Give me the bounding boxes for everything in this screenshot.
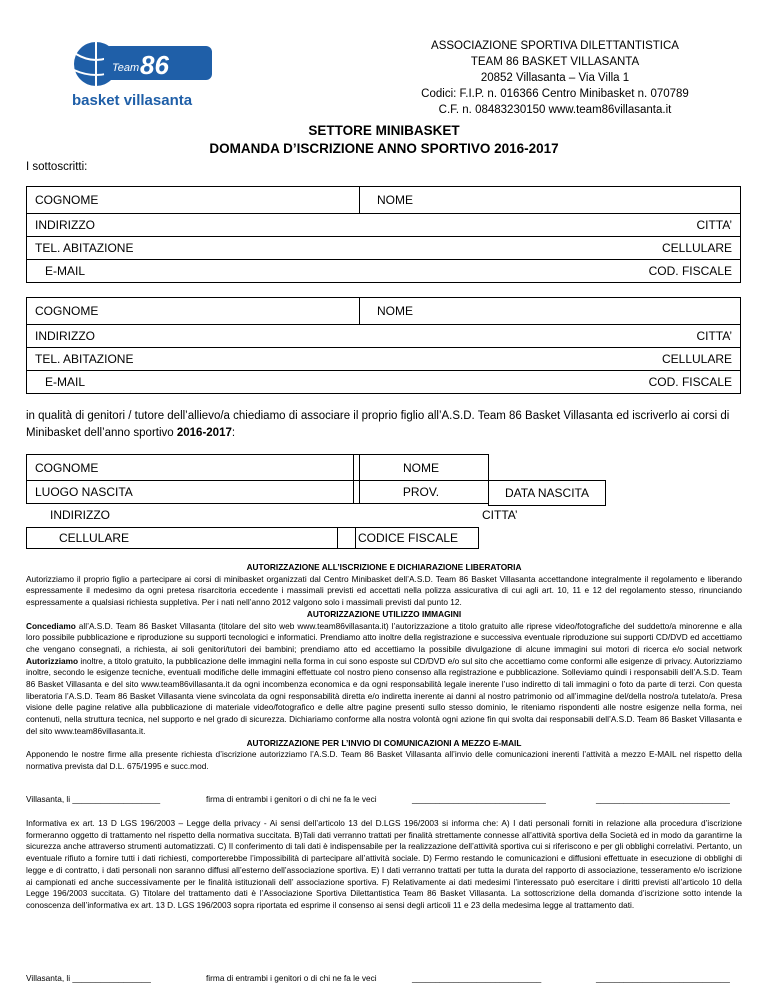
signature-line-parent-2[interactable]: _____________________________ (596, 794, 730, 804)
org-line-3: 20852 Villasanta – Via Villa 1 (480, 72, 630, 84)
intro-label: I sottoscritti: (26, 161, 88, 173)
auth-enrollment-text: Autorizziamo il proprio figlio a partecipare ai corsi di minibasket organizzati dal Centro Minibasket dell’A.S.D. Team 86 Basket Villasanta accettandone integralmente il regolamento e liberando espressamente il medesimo da ogni pretesa risarcitoria eccedente i massimali previsti ed accettati nella polizza assicurativa di cui agli art. 10, 11 e 12 del regolamento stesso, rinunciando espressamente a qualsiasi richiesta suppletiva. Per i nati nell’anno 2012 valgono solo i massimali previsti dal punto 12. (26, 573, 742, 608)
child-name-field[interactable]: NOME (353, 454, 489, 481)
email-taxcode-row[interactable]: E-MAIL COD. FISCALE (26, 370, 741, 394)
enrollment-statement: in qualità di genitori / tutore dell’allievo/a chiediamo di associare il proprio figlio all’A.S.D. Team 86 Basket Villasanta ed iscriverlo ai corsi di Minibasket dell’anno sportivo 2016-2017: (26, 410, 730, 439)
birthplace-field[interactable]: LUOGO NASCITA (26, 480, 360, 504)
page-subtitle: DOMANDA D’ISCRIZIONE ANNO SPORTIVO 2016-2017 (209, 141, 559, 156)
address-city-row[interactable]: INDIRIZZO CITTA’ (26, 213, 741, 237)
club-logo (66, 40, 216, 112)
phone-mobile-row[interactable]: TEL. ABITAZIONE CELLULARE (26, 347, 741, 371)
child-surname-field[interactable]: COGNOME (26, 454, 360, 481)
org-line-1: ASSOCIAZIONE SPORTIVA DILETTANTISTICA (431, 40, 679, 52)
signature-label: firma di entrambi i genitori o di chi ne fa le veci (206, 794, 377, 804)
org-line-4: Codici: F.I.P. n. 016366 Centro Minibasket n. 070789 (421, 88, 689, 100)
name-field[interactable]: NOME (359, 297, 741, 325)
logo-team: Team (112, 62, 140, 74)
signature-label-2: firma di entrambi i genitori o di chi ne fa le veci (206, 973, 377, 983)
phone-mobile-row[interactable]: TEL. ABITAZIONE CELLULARE (26, 236, 741, 260)
surname-field[interactable]: COGNOME (26, 186, 360, 214)
birthdate-field[interactable]: DATA NASCITA (488, 480, 606, 506)
org-line-2: TEAM 86 BASKET VILLASANTA (470, 56, 640, 68)
auth-email-heading: AUTORIZZAZIONE PER L’INVIO DI COMUNICAZIONI A MEZZO E-MAIL (246, 737, 522, 748)
signature-place-date[interactable]: Villasanta, li ___________________ (26, 794, 161, 804)
auth-images-text: Concediamo all’A.S.D. Team 86 Basket Villasanta (titolare del sito web www.team86villasanta.it) l’autorizzazione a titolo gratuito alle riprese video/fotografiche del suddetto/a minorenne e alla loro possibile pubblicazione e riproduzione su supporti tecnologici e informatici. Prendiamo atto inoltre della registrazione e successiva eventuale riproduzione sui supporti CD/DVD ed accettiamo che vengano consegnati, a richiesta, ai soli genitori/tutori dei bambini; prendiamo atto ed accettiamo la possibile divulgazione di alcune immagini sui motori di ricerca e/o social network Autorizziamo inoltre, a titolo gratuito, la pubblicazione delle immagini nella forma in cui sono esposte sul CD/DVD e/o sul sito che accettiamo come conformi alle esigenze di privacy. Autorizziamo inoltre, secondo le esigenze tecniche, eventuali modifiche delle immagini effettuate col nostro pieno consenso alla registrazione e pubblicazione. Solleviamo quindi i responsabili dell’A.S.D. Team 86 Basket Villasanta e del sito www.team86villasanta.it da ogni incombenza economica e da ogni responsabilità legale inerente l’uso indiretto di tali immagini o foto da parte di terzi. Con questa liberatoria l’A.S.D. Team 86 Basket Villasanta viene svincolata da ogni responsabilità diretta e/o indiretta inerente ai danni al nostro patrimonio od all’immagine del/della nostro/a tutelato/a. Presa visione delle pagine relative alla pubblicazione di materiale video/fotografico e delle altre pagine presenti sullo stesso dominio, le riteniamo rispondenti alle nostre esigenze nella forma, nei contenuti, nella struttura tecnica, nel supporto e nel grado di sicurezza. Dichiariamo conforme alla nostra volontà ogni azione fin qui svolta dai responsabili dell’A.S.D. Team 86 Basket Villasanta e del sito www.team86villasanta.it. (26, 620, 742, 736)
organization-header (380, 38, 730, 118)
signature-place-date-2[interactable]: Villasanta, li _________________ (26, 973, 151, 983)
signature-line-parent-1[interactable]: _____________________________ (412, 794, 546, 804)
child-taxcode-field[interactable]: CODICE FISCALE (337, 527, 479, 549)
email-taxcode-row[interactable]: E-MAIL COD. FISCALE (26, 259, 741, 283)
auth-enrollment-heading: AUTORIZZAZIONE ALL’ISCRIZIONE E DICHIARAZIONE LIBERATORIA (246, 562, 522, 572)
privacy-notice: Informativa ex art. 13 D LGS 196/2003 – Legge della privacy - Ai sensi dell’articolo 13 del D.LGS 196/2003 si informa che: A) I dati personali forniti in relazione alla procedura d’iscrizione formeranno oggetto di trattamento nel rispetto della normativa succitata. B)Tali dati verranno trattati per finalità strettamente connesse all’attività sportiva della Società ed in modo da garantirne la sicurezza anche attraverso strumenti automatizzati. C) Il conferimento di tali dati è indispensabile per la realizzazione dell’attività sportiva cui si riferiscono e per gli obblighi correlativi. Pertanto, un eventuale rifiuto a fornire tutti i dati richiesti, comporterebbe l’impossibilità di partecipare all’attività sociale. D) Fermo restando le comunicazioni e diffusioni effettuate in esecuzione di obblighi di legge e di contratto, i dati personali non saranno diffusi all’esterno dell’associazione sportiva. E) I dati verranno trattati per tutta la durata del rapporto di associazione, tesseramento e/o iscrizione ai campionati ed anche successivamente per le finalità istituzionali dell’ associazione sportiva. F) Relativamente ai dati medesimi l’interessato può esercitare i diritti previsti all’articolo 10 della Legge 196/2003 succitata. G) Titolare del trattamento dati è l’Associazione Sportiva Dilettantistica Team 86 Basket Villasanta. La sottoscrizione della domanda d’iscrizione sotto intende la conoscenza dell’informativa ex art. 13 D. LGS 196/2003 sopra riportata ed esprime il consenso ai sensi degli articoli 11 e 23 della medesima legge al trattamento dati. (26, 818, 742, 910)
address-city-row[interactable]: INDIRIZZO CITTA’ (26, 324, 741, 348)
logo-subtitle: basket villasanta (72, 92, 193, 109)
name-field[interactable]: NOME (359, 186, 741, 214)
authorization-section (26, 562, 742, 773)
signature-line-parent-1-2[interactable]: ____________________________ (412, 973, 542, 983)
child-address-city-row[interactable]: INDIRIZZO CITTA’ (50, 508, 518, 522)
auth-email-text: Apponendo le nostre firme alla presente richiesta d’iscrizione autorizziamo l’A.S.D. Team 86 Basket Villasanta all’invio delle comunicazioni inerenti l’attività a mezzo E-MAIL nel rispetto della normativa prevista dal D.L. 675/1995 e succ.mod. (26, 749, 742, 771)
org-line-5: C.F. n. 08483230150 www.team86villasanta.it (438, 104, 672, 116)
surname-field[interactable]: COGNOME (26, 297, 360, 325)
signature-line-parent-2-2[interactable]: _____________________________ (596, 973, 730, 983)
page-title: SETTORE MINIBASKET (308, 123, 460, 138)
logo-number: 86 (140, 50, 169, 80)
child-mobile-field[interactable]: CELLULARE (26, 527, 356, 549)
province-field[interactable]: PROV. (353, 480, 489, 504)
auth-images-heading: AUTORIZZAZIONE UTILIZZO IMMAGINI (306, 608, 462, 619)
